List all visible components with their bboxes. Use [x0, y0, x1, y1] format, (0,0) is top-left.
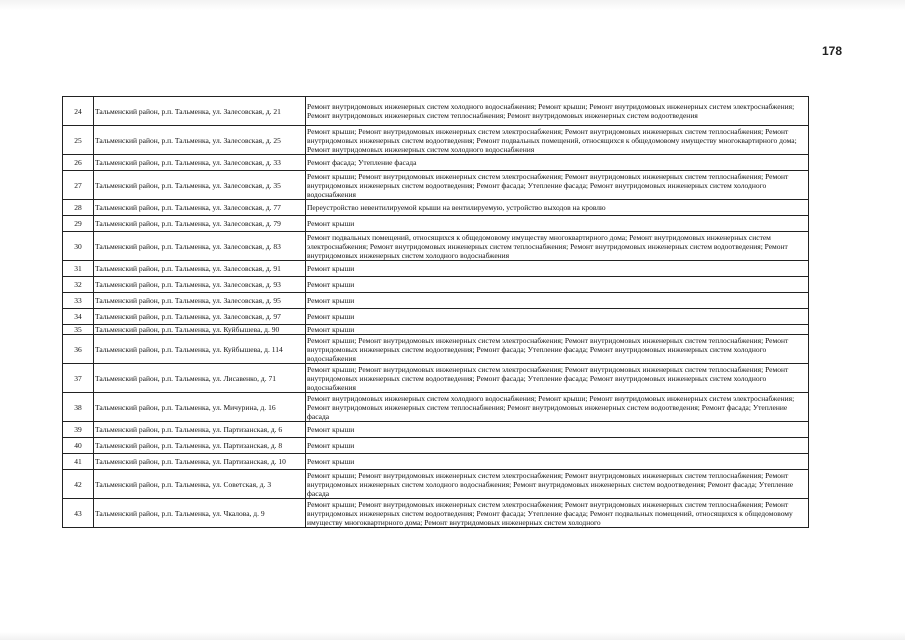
address-cell: Тальменский район, р.п. Тальменка, ул. Мичурина, д. 16 [94, 393, 306, 422]
address-cell: Тальменский район, р.п. Тальменка, ул. Залесовская, д. 79 [94, 216, 306, 232]
table-row [63, 470, 809, 499]
table-row [63, 277, 809, 293]
works-cell: Ремонт внутридомовых инженерных систем холодного водоснабжения; Ремонт крыши; Ремонт внутридомовых инженерных систем электроснабжения; Ремонт внутридомовых инженерных систем теплоснабжения; Ремонт внутридомовых инженерных систем водоотведения [306, 97, 809, 126]
table-row [63, 454, 809, 470]
works-cell: Ремонт крыши; Ремонт внутридомовых инженерных систем электроснабжения; Ремонт внутридомовых инженерных систем теплоснабжения; Ремонт внутридомовых инженерных систем холодного водоснабжения; Ремонт внутридомовых инженерных систем водоотведения; Ремонт фасада; Утепление фасада [306, 470, 809, 499]
row-number-cell: 33 [63, 293, 94, 309]
address-cell: Тальменский район, р.п. Тальменка, ул. Залесовская, д. 77 [94, 200, 306, 216]
works-cell: Ремонт крыши; Ремонт внутридомовых инженерных систем электроснабжения; Ремонт внутридомовых инженерных систем теплоснабжения; Ремонт внутридомовых инженерных систем водоотведения; Ремонт фасада; Утепление фасада; Ремонт внутридомовых инженерных систем холодного водоснабжения [306, 171, 809, 200]
works-cell: Ремонт крыши; Ремонт внутридомовых инженерных систем электроснабжения; Ремонт внутридомовых инженерных систем теплоснабжения; Ремонт внутридомовых инженерных систем водоотведения; Ремонт подвальных помещений, относящихся к общедомовому имуществу многоквартирного дома; Ремонт внутридомовых инженерных систем холодного водоснабжения [306, 126, 809, 155]
row-number-cell: 35 [63, 325, 94, 335]
row-number-cell: 24 [63, 97, 94, 126]
table-row [63, 309, 809, 325]
row-number-cell: 30 [63, 232, 94, 261]
works-cell: Ремонт крыши; Ремонт внутридомовых инженерных систем электроснабжения; Ремонт внутридомовых инженерных систем теплоснабжения; Ремонт внутридомовых инженерных систем водоотведения; Ремонт фасада; Утепление фасада; Ремонт внутридомовых инженерных систем холодного водоснабжения [306, 364, 809, 393]
works-cell: Ремонт подвальных помещений, относящихся к общедомовому имуществу многоквартирного дома; Ремонт внутридомовых инженерных систем электроснабжения; Ремонт внутридомовых инженерных систем теплоснабжения; Ремонт внутридомовых инженерных систем водоотведения; Ремонт внутридомовых инженерных систем холодного водоснабжения [306, 232, 809, 261]
row-number-cell: 40 [63, 438, 94, 454]
works-cell: Ремонт крыши [306, 277, 809, 293]
row-number-cell: 42 [63, 470, 94, 499]
address-cell: Тальменский район, р.п. Тальменка, ул. Залесовская, д. 97 [94, 309, 306, 325]
works-cell: Переустройство невентилируемой крыши на вентилируемую, устройство выходов на кровлю [306, 200, 809, 216]
table-row [63, 261, 809, 277]
address-cell: Тальменский район, р.п. Тальменка, ул. Партизанская, д. 10 [94, 454, 306, 470]
table-row [63, 325, 809, 335]
row-number-cell: 27 [63, 171, 94, 200]
works-cell: Ремонт фасада; Утепление фасада [306, 155, 809, 171]
works-cell: Ремонт крыши [306, 293, 809, 309]
works-cell: Ремонт крыши [306, 422, 809, 438]
row-number-cell: 32 [63, 277, 94, 293]
address-cell: Тальменский район, р.п. Тальменка, ул. Партизанская, д. 8 [94, 438, 306, 454]
row-number-cell: 37 [63, 364, 94, 393]
table-row [63, 438, 809, 454]
row-number-cell: 28 [63, 200, 94, 216]
works-cell: Ремонт крыши [306, 216, 809, 232]
table-row [63, 232, 809, 261]
repair-program-table [62, 96, 809, 528]
address-cell: Тальменский район, р.п. Тальменка, ул. Залесовская, д. 25 [94, 126, 306, 155]
table-row [63, 171, 809, 200]
table-row [63, 126, 809, 155]
address-cell: Тальменский район, р.п. Тальменка, ул. Советская, д. 3 [94, 470, 306, 499]
works-cell: Ремонт крыши [306, 454, 809, 470]
address-cell: Тальменский район, р.п. Тальменка, ул. Залесовская, д. 83 [94, 232, 306, 261]
row-number-cell: 39 [63, 422, 94, 438]
table-row [63, 499, 809, 528]
table-body [63, 97, 809, 528]
address-cell: Тальменский район, р.п. Тальменка, ул. Залесовская, д. 33 [94, 155, 306, 171]
works-cell: Ремонт крыши [306, 309, 809, 325]
works-cell: Ремонт крыши [306, 325, 809, 335]
row-number-cell: 25 [63, 126, 94, 155]
row-number-cell: 41 [63, 454, 94, 470]
table-row [63, 200, 809, 216]
page-number: 178 [822, 44, 843, 58]
works-cell: Ремонт крыши [306, 438, 809, 454]
row-number-cell: 43 [63, 499, 94, 528]
row-number-cell: 36 [63, 335, 94, 364]
table-row [63, 155, 809, 171]
table-row [63, 422, 809, 438]
works-cell: Ремонт крыши; Ремонт внутридомовых инженерных систем электроснабжения; Ремонт внутридомовых инженерных систем теплоснабжения; Ремонт внутридомовых инженерных систем водоотведения; Ремонт фасада; Утепление фасада; Ремонт подвальных помещений, относящихся к общедомовому имуществу многоквартирного дома; Ремонт внутридомовых инженерных систем холодного [306, 499, 809, 528]
address-cell: Тальменский район, р.п. Тальменка, ул. Чкалова, д. 9 [94, 499, 306, 528]
table-row [63, 393, 809, 422]
table-row [63, 216, 809, 232]
address-cell: Тальменский район, р.п. Тальменка, ул. Лисавенко, д. 71 [94, 364, 306, 393]
row-number-cell: 34 [63, 309, 94, 325]
address-cell: Тальменский район, р.п. Тальменка, ул. Залесовская, д. 95 [94, 293, 306, 309]
row-number-cell: 31 [63, 261, 94, 277]
table-row [63, 293, 809, 309]
row-number-cell: 38 [63, 393, 94, 422]
scan-edge-top [0, 0, 905, 10]
address-cell: Тальменский район, р.п. Тальменка, ул. Куйбышева, д. 114 [94, 335, 306, 364]
address-cell: Тальменский район, р.п. Тальменка, ул. Залесовская, д. 91 [94, 261, 306, 277]
works-cell: Ремонт внутридомовых инженерных систем холодного водоснабжения; Ремонт крыши; Ремонт внутридомовых инженерных систем электроснабжения; Ремонт внутридомовых инженерных систем теплоснабжения; Ремонт внутридомовых инженерных систем водоотведения; Ремонт фасада; Утепление фасада [306, 393, 809, 422]
address-cell: Тальменский район, р.п. Тальменка, ул. Залесовская, д. 21 [94, 97, 306, 126]
table-row [63, 97, 809, 126]
address-cell: Тальменский район, р.п. Тальменка, ул. Партизанская, д. 6 [94, 422, 306, 438]
address-cell: Тальменский район, р.п. Тальменка, ул. Залесовская, д. 35 [94, 171, 306, 200]
address-cell: Тальменский район, р.п. Тальменка, ул. Залесовская, д. 93 [94, 277, 306, 293]
scan-edge-bottom [0, 632, 905, 640]
address-cell: Тальменский район, р.п. Тальменка, ул. Куйбышева, д. 90 [94, 325, 306, 335]
row-number-cell: 29 [63, 216, 94, 232]
table-row [63, 335, 809, 364]
row-number-cell: 26 [63, 155, 94, 171]
works-cell: Ремонт крыши [306, 261, 809, 277]
table-row [63, 364, 809, 393]
works-cell: Ремонт крыши; Ремонт внутридомовых инженерных систем электроснабжения; Ремонт внутридомовых инженерных систем теплоснабжения; Ремонт внутридомовых инженерных систем водоотведения; Ремонт фасада; Утепление фасада; Ремонт внутридомовых инженерных систем холодного водоснабжения [306, 335, 809, 364]
